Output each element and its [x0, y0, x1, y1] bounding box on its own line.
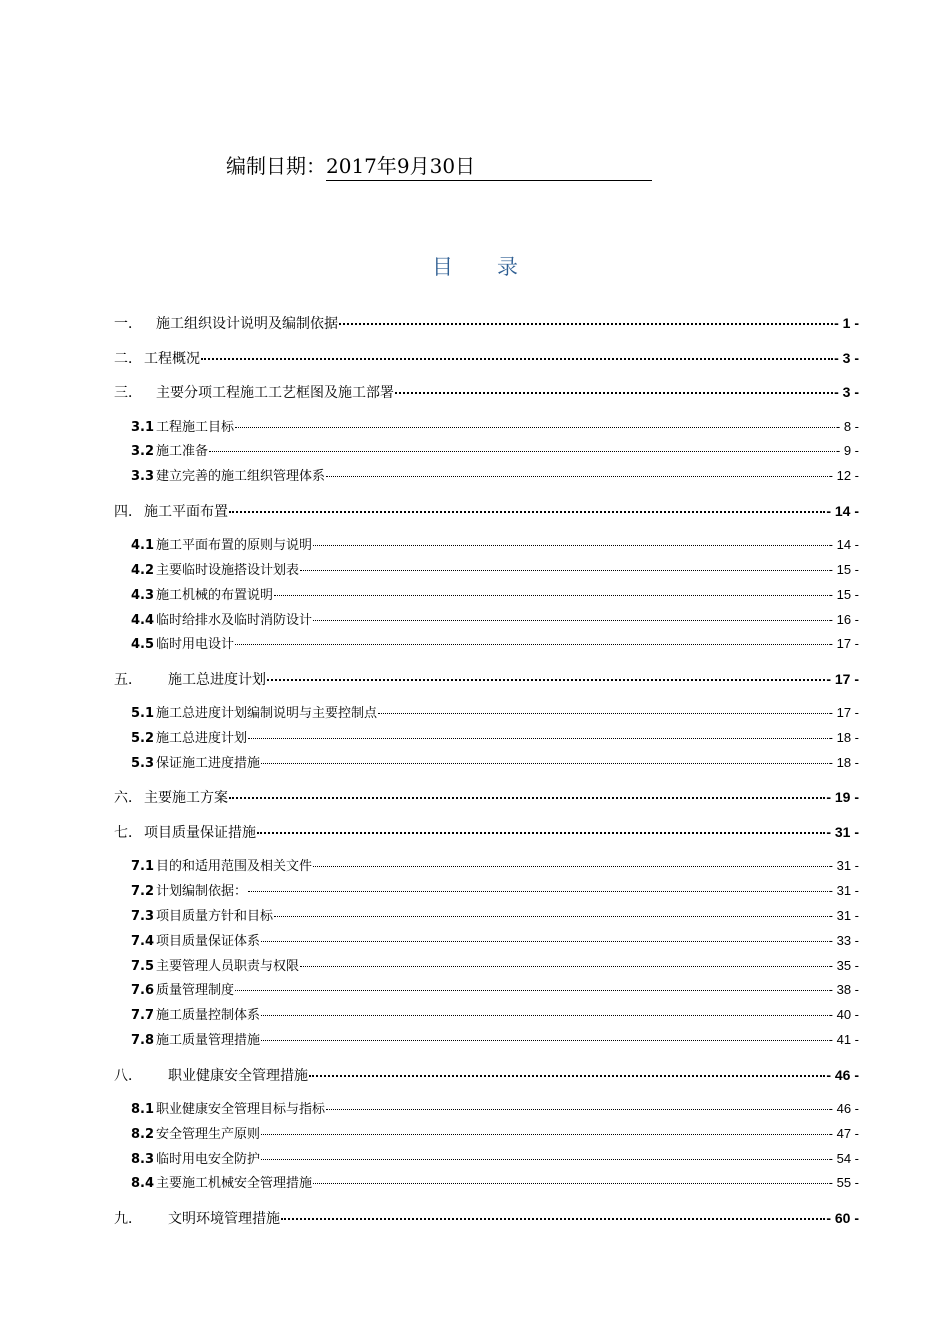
toc-entry-number: 4.2	[131, 562, 155, 578]
toc-dot-leader	[261, 1134, 828, 1135]
toc-dot-leader	[235, 990, 828, 991]
toc-entry-number: 8.2	[131, 1126, 155, 1142]
toc-entry-number: 7.1	[131, 859, 155, 875]
toc-entry-page: - 1 -	[834, 315, 859, 331]
toc-entry[interactable]	[131, 754, 859, 773]
toc-entry[interactable]	[114, 1066, 859, 1085]
toc-entry-number: 8.1	[131, 1102, 155, 1117]
toc-entry[interactable]	[131, 704, 859, 723]
toc-entry-page: - 18 -	[828, 754, 859, 770]
toc-entry-label	[131, 982, 234, 1000]
toc-entry-number: 5.2	[131, 731, 155, 747]
toc-entry-number: 5.3	[131, 755, 155, 771]
toc-entry-text: 施工质量控制体系	[156, 1008, 261, 1024]
toc-entry-label	[131, 933, 260, 951]
toc-entry-label	[131, 1175, 312, 1193]
toc-entry-page: - 35 -	[828, 957, 859, 973]
toc-entry[interactable]	[131, 611, 859, 630]
toc-entry[interactable]	[131, 467, 859, 486]
toc-entry[interactable]	[114, 823, 859, 842]
toc-entry-label	[114, 824, 256, 842]
toc-entry-page: - 46 -	[826, 1066, 859, 1083]
toc-entry-number: 7.3	[131, 909, 155, 924]
toc-entry-label	[131, 705, 377, 723]
toc-dot-leader	[326, 476, 828, 477]
toc-entry-label	[131, 587, 273, 605]
toc-dot-leader	[395, 392, 833, 394]
toc-dot-leader	[261, 1159, 828, 1160]
toc-entry-number: 7.6	[131, 983, 155, 999]
toc-entry[interactable]	[131, 907, 859, 926]
toc-entry-label	[131, 908, 273, 926]
toc-entry-number: 3.1	[131, 419, 155, 435]
toc-entry-page: - 40 -	[828, 1007, 859, 1023]
toc-dot-leader	[229, 511, 825, 513]
toc-entry-label	[131, 1101, 325, 1119]
toc-dot-leader	[261, 763, 828, 764]
toc-entry-number: 3.2	[131, 444, 155, 460]
toc-entry[interactable]	[131, 1006, 859, 1025]
toc-entry-text: 临时用电设计	[156, 637, 235, 653]
toc-entry-number: 4.4	[131, 612, 155, 628]
toc-entry-label	[114, 350, 200, 368]
toc-entry-text: 施工机械的布置说明	[156, 587, 274, 603]
toc-entry-page: - 31 -	[828, 908, 859, 923]
toc-dot-leader	[274, 595, 828, 596]
toc-entry-number: 7.2	[131, 884, 155, 900]
compile-date-value: 2017年9月30日	[326, 150, 652, 181]
toc-dot-leader	[274, 916, 828, 917]
toc-dot-leader	[235, 644, 828, 645]
toc-entry-number: 八．	[114, 1067, 142, 1084]
toc-entry[interactable]	[131, 635, 859, 654]
toc-entry-text: 施工平面布置	[144, 503, 228, 520]
toc-entry-text: 职业健康安全管理目标与指标	[156, 1102, 326, 1117]
toc-entry-label	[131, 537, 312, 555]
toc-entry-page: - 15 -	[828, 561, 859, 577]
toc-entry-page: - 17 -	[828, 636, 859, 652]
toc-entry-text: 建立完善的施工组织管理体系	[156, 469, 326, 485]
toc-entry[interactable]	[131, 857, 859, 876]
toc-entry-number: 九．	[114, 1210, 142, 1227]
toc-entry-text: 施工总进度计划	[156, 731, 248, 747]
toc-entry-number: 七．	[114, 824, 142, 841]
toc-entry-page: - 47 -	[828, 1125, 859, 1141]
toc-entry-page: - 60 -	[826, 1209, 859, 1226]
toc-entry-text: 主要临时设施搭设计划表	[156, 562, 300, 578]
toc-entry-number: 8.4	[131, 1176, 155, 1192]
toc-entry-label	[131, 755, 260, 773]
toc-entry-page: - 19 -	[826, 789, 859, 806]
toc-entry-page: - 3 -	[834, 384, 859, 400]
toc-entry-text: 主要管理人员职责与权限	[156, 958, 300, 974]
toc-entry-number: 4.3	[131, 587, 155, 603]
toc-entry-text: 临时用电安全防护	[156, 1151, 261, 1167]
toc-entry-number: 7.4	[131, 933, 155, 949]
toc-entry-label	[131, 730, 247, 748]
toc-entry-label	[131, 443, 208, 461]
toc-entry[interactable]	[131, 882, 859, 901]
toc-entry-text: 主要分项工程施工工艺框图及施工部署	[156, 385, 394, 401]
toc-entry-number: 7.7	[131, 1008, 155, 1024]
toc-entry-label	[131, 636, 234, 654]
toc-entry[interactable]	[131, 1100, 859, 1119]
toc-dot-leader	[300, 966, 828, 967]
toc-entry-page: - 41 -	[828, 1032, 859, 1047]
toc-entry-label	[131, 958, 299, 976]
toc-entry[interactable]	[131, 981, 859, 1000]
toc-entry-page: - 31 -	[828, 883, 859, 899]
toc-entry-label	[114, 671, 266, 689]
toc-entry-number: 4.5	[131, 637, 155, 653]
toc-entry-page: - 31 -	[826, 823, 859, 840]
toc-entry[interactable]	[131, 418, 859, 437]
toc-dot-leader	[281, 1218, 825, 1220]
toc-dot-leader	[261, 941, 828, 942]
toc-dot-leader	[309, 1075, 825, 1077]
toc-entry-number: 8.3	[131, 1151, 155, 1167]
toc-entry[interactable]	[114, 314, 859, 333]
toc-title: 目录	[432, 255, 562, 279]
toc-entry-text: 文明环境管理措施	[168, 1210, 280, 1227]
toc-entry[interactable]	[131, 957, 859, 976]
toc-entry[interactable]	[131, 1031, 859, 1050]
toc-entry-page: - 55 -	[828, 1175, 859, 1191]
toc-entry-page: - 9 -	[835, 443, 859, 459]
toc-entry-text: 目的和适用范围及相关文件	[156, 859, 313, 875]
toc-entry[interactable]	[131, 1174, 859, 1193]
toc-entry-page: - 14 -	[826, 502, 859, 519]
toc-entry-text: 工程施工目标	[156, 419, 235, 435]
toc-dot-leader	[229, 797, 825, 799]
toc-entry-label	[114, 384, 394, 402]
toc-entry-label	[131, 1007, 260, 1025]
toc-entry-number: 四．	[114, 503, 142, 520]
toc-dot-leader	[313, 866, 828, 867]
toc-entry-text: 保证施工进度措施	[156, 755, 261, 771]
toc-dot-leader	[313, 620, 828, 621]
toc-entry-page: - 8 -	[835, 418, 859, 434]
toc-dot-leader	[209, 451, 835, 452]
toc-entry-page: - 31 -	[828, 858, 859, 874]
toc-entry-label	[114, 789, 228, 807]
toc-entry-text: 施工组织设计说明及编制依据	[156, 316, 338, 332]
toc-entry[interactable]	[131, 729, 859, 748]
toc-dot-leader	[378, 713, 828, 714]
toc-entry[interactable]	[131, 561, 859, 580]
toc-entry-text: 项目质量方针和目标	[156, 909, 274, 924]
toc-entry-label	[131, 1032, 260, 1050]
toc-entry-text: 施工总进度计划	[168, 671, 266, 688]
toc-entry[interactable]	[114, 788, 859, 807]
toc-entry-label	[114, 315, 338, 333]
toc-dot-leader	[201, 358, 833, 360]
toc-dot-leader	[313, 545, 828, 546]
compile-date-label: 编制日期：	[226, 154, 326, 178]
toc-entry-number: 一．	[114, 316, 142, 332]
toc-entry-page: - 12 -	[828, 468, 859, 484]
toc-entry[interactable]	[114, 383, 859, 402]
toc-entry-page: - 18 -	[828, 730, 859, 746]
toc-entry-label	[131, 562, 299, 580]
toc-entry-label	[114, 503, 228, 521]
toc-dot-leader	[267, 679, 825, 681]
toc-entry-label	[131, 1151, 260, 1169]
toc-entry[interactable]	[131, 442, 859, 461]
toc-entry-number: 三．	[114, 385, 142, 401]
toc-entry-page: - 38 -	[828, 982, 859, 998]
toc-entry-text: 安全管理生产原则	[156, 1126, 261, 1142]
toc-entry-text: 职业健康安全管理措施	[168, 1067, 308, 1084]
toc-entry-page: - 46 -	[828, 1101, 859, 1116]
toc-entry-text: 主要施工方案	[144, 790, 228, 807]
toc-entry-text: 临时给排水及临时消防设计	[156, 612, 313, 628]
toc-entry[interactable]	[114, 670, 859, 689]
toc-entry-page: - 17 -	[826, 670, 859, 687]
toc-entry-number: 4.1	[131, 538, 155, 554]
toc-entry-page: - 14 -	[828, 537, 859, 553]
toc-entry-text: 质量管理制度	[156, 983, 235, 999]
toc-dot-leader	[235, 427, 835, 428]
toc-entry-page: - 15 -	[828, 586, 859, 602]
toc-entry-number: 5.1	[131, 706, 155, 722]
toc-entry[interactable]	[114, 1209, 859, 1228]
toc-entry-number: 二．	[114, 350, 142, 367]
toc-dot-leader	[248, 738, 828, 739]
toc-entry[interactable]	[131, 586, 859, 605]
toc-entry-number: 3.3	[131, 469, 155, 485]
toc-entry-page: - 3 -	[834, 349, 859, 366]
toc-entry-page: - 17 -	[828, 705, 859, 721]
toc-entry-number: 六．	[114, 790, 142, 807]
toc-entry-text: 施工平面布置的原则与说明	[156, 538, 313, 554]
toc-dot-leader	[300, 570, 828, 571]
toc-entry[interactable]	[131, 1150, 859, 1169]
toc-entry-text: 施工质量管理措施	[156, 1033, 261, 1048]
toc-dot-leader	[313, 1183, 828, 1184]
toc-entry-label	[131, 612, 312, 630]
toc-entry[interactable]	[114, 349, 859, 368]
toc-entry-label	[131, 858, 312, 876]
toc-entry[interactable]	[131, 536, 859, 555]
toc-entry-page: - 54 -	[828, 1150, 859, 1166]
toc-dot-leader	[248, 891, 828, 892]
toc-entry-text: 主要施工机械安全管理措施	[156, 1176, 313, 1192]
toc-dot-leader	[339, 323, 833, 325]
toc-entry-page: - 33 -	[828, 932, 859, 948]
toc-entry-number: 7.5	[131, 958, 155, 974]
compile-date-line	[226, 150, 652, 181]
toc-entry-text: 施工准备	[156, 444, 209, 460]
toc-entry-number: 五．	[114, 671, 142, 688]
toc-entry-label	[114, 1067, 308, 1085]
toc-entry-number: 7.8	[131, 1033, 155, 1048]
toc-entry-text: 施工总进度计划编制说明与主要控制点	[156, 706, 378, 722]
toc-entry-text: 项目质量保证措施	[144, 824, 256, 841]
toc-entry-label	[131, 1126, 260, 1144]
toc-dot-leader	[261, 1015, 828, 1016]
toc-dot-leader	[261, 1040, 828, 1041]
toc-entry-text: 工程概况	[144, 350, 200, 367]
toc-entry-label	[131, 468, 325, 486]
toc-dot-leader	[326, 1109, 828, 1110]
toc-entry-label	[131, 883, 247, 901]
toc-entry[interactable]	[131, 1125, 859, 1144]
toc-entry-page: - 16 -	[828, 611, 859, 627]
toc-entry[interactable]	[131, 932, 859, 951]
toc-entry[interactable]	[114, 502, 859, 521]
toc-entry-label	[131, 419, 234, 437]
toc-entry-text: 计划编制依据：	[156, 884, 248, 900]
toc-entry-text: 项目质量保证体系	[156, 933, 261, 949]
toc-entry-label	[114, 1210, 280, 1228]
toc-dot-leader	[257, 832, 825, 834]
